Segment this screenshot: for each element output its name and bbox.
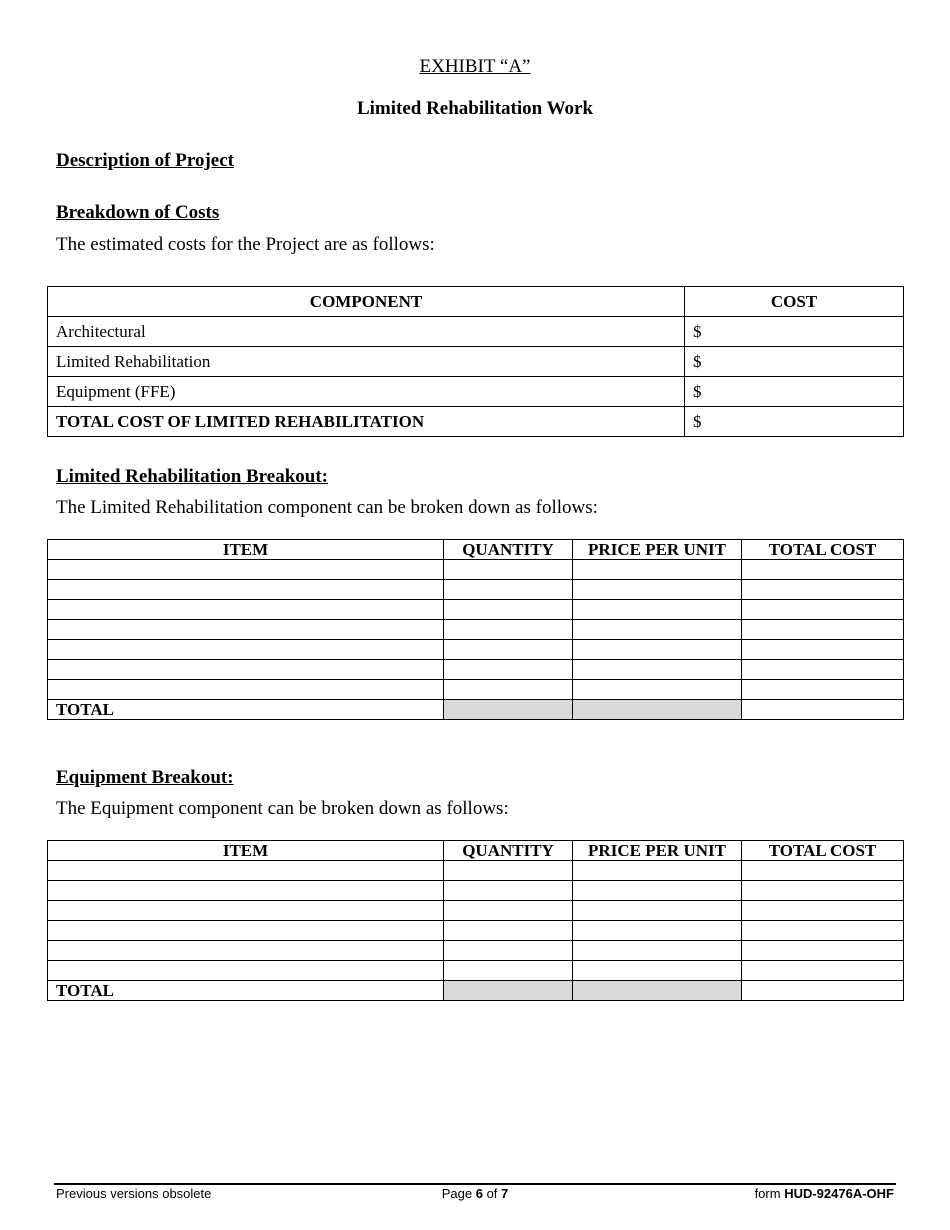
total-cost-cell[interactable] [742, 941, 904, 961]
table-row [48, 600, 904, 620]
column-header-total-cost: TOTAL COST [742, 540, 904, 560]
table-row [48, 660, 904, 680]
equipment-rows [48, 861, 904, 981]
page-current: 6 [475, 1186, 483, 1201]
total-cost-cell[interactable] [742, 961, 904, 981]
total-label: TOTAL [48, 700, 444, 720]
rehab-header-row [48, 540, 904, 560]
page-prefix: Page [441, 1186, 476, 1201]
cost-cell[interactable]: $ [685, 347, 904, 377]
item-cell[interactable] [48, 941, 444, 961]
quantity-cell[interactable] [444, 941, 573, 961]
page-total: 7 [501, 1186, 509, 1201]
quantity-cell[interactable] [444, 680, 573, 700]
description-heading: Description of Project [56, 150, 234, 171]
price-per-unit-cell[interactable] [573, 580, 742, 600]
price-per-unit-cell[interactable] [573, 861, 742, 881]
table-row [48, 560, 904, 580]
price-per-unit-cell[interactable] [573, 680, 742, 700]
rehab-rows [48, 560, 904, 700]
breakdown-text: The estimated costs for the Project are as follows: [56, 234, 435, 255]
rehab-breakout-text: The Limited Rehabilitation component can be broken down as follows: [56, 497, 598, 518]
table-row [48, 901, 904, 921]
table-row [48, 961, 904, 981]
rehab-breakout-heading: Limited Rehabilitation Breakout: [56, 466, 328, 487]
total-cost-cell[interactable] [742, 660, 904, 680]
table-row [48, 317, 904, 347]
quantity-cell[interactable] [444, 600, 573, 620]
price-per-unit-cell[interactable] [573, 600, 742, 620]
price-per-unit-cell[interactable] [573, 961, 742, 981]
page-mid: of [482, 1186, 502, 1201]
quantity-cell[interactable] [444, 660, 573, 680]
form-prefix: form [754, 1186, 785, 1201]
price-per-unit-cell[interactable] [573, 941, 742, 961]
table-row [48, 861, 904, 881]
column-header-item: ITEM [48, 841, 444, 861]
column-header-item: ITEM [48, 540, 444, 560]
shaded-cell [444, 981, 573, 1001]
column-header-total-cost: TOTAL COST [742, 841, 904, 861]
quantity-cell[interactable] [444, 560, 573, 580]
equipment-breakout-table [47, 840, 904, 1001]
footer-obsolete-note: Previous versions obsolete [56, 1186, 212, 1201]
total-cost-cell[interactable] [742, 921, 904, 941]
column-header-cost: COST [685, 287, 904, 317]
table-row [48, 881, 904, 901]
component-cell: Architectural [48, 317, 685, 347]
total-cost-cell[interactable] [742, 600, 904, 620]
column-header-component: COMPONENT [48, 287, 685, 317]
table-row [48, 377, 904, 407]
table-row [48, 580, 904, 600]
table-row [48, 347, 904, 377]
table-row [48, 620, 904, 640]
footer-divider [54, 1183, 896, 1185]
price-per-unit-cell[interactable] [573, 881, 742, 901]
rehab-breakout-table [47, 539, 904, 720]
table-row [48, 921, 904, 941]
item-cell[interactable] [48, 600, 444, 620]
table-row [48, 941, 904, 961]
quantity-cell[interactable] [444, 961, 573, 981]
item-cell[interactable] [48, 901, 444, 921]
cost-table [47, 286, 904, 437]
equipment-breakout-text: The Equipment component can be broken down as follows: [56, 798, 509, 819]
total-cost-cell[interactable] [742, 881, 904, 901]
table-row [48, 640, 904, 660]
total-row [48, 981, 904, 1001]
quantity-cell[interactable] [444, 921, 573, 941]
cost-cell[interactable]: $ [685, 317, 904, 347]
price-per-unit-cell[interactable] [573, 640, 742, 660]
total-cost-cell[interactable] [742, 640, 904, 660]
form-number [755, 1186, 894, 1201]
breakdown-heading: Breakdown of Costs [56, 202, 220, 223]
total-cost-cell[interactable]: $ [685, 407, 904, 437]
item-cell[interactable] [48, 961, 444, 981]
item-cell[interactable] [48, 620, 444, 640]
quantity-cell[interactable] [444, 901, 573, 921]
total-label: TOTAL [48, 981, 444, 1001]
price-per-unit-cell[interactable] [573, 901, 742, 921]
item-cell[interactable] [48, 640, 444, 660]
equipment-header-row [48, 841, 904, 861]
equipment-breakout-heading: Equipment Breakout: [56, 767, 234, 788]
page-title: Limited Rehabilitation Work [356, 98, 594, 119]
item-cell[interactable] [48, 881, 444, 901]
table-row [48, 680, 904, 700]
total-cost-cell[interactable] [742, 861, 904, 881]
form-number-value: HUD-92476A-OHF [784, 1186, 894, 1201]
shaded-cell [444, 700, 573, 720]
total-cost-cell[interactable] [742, 901, 904, 921]
cost-table-header-row [48, 287, 904, 317]
component-cell: Equipment (FFE) [48, 377, 685, 407]
quantity-cell[interactable] [444, 640, 573, 660]
item-cell[interactable] [48, 680, 444, 700]
price-per-unit-cell[interactable] [573, 620, 742, 640]
exhibit-label: EXHIBIT “A” [419, 56, 531, 77]
item-cell[interactable] [48, 580, 444, 600]
total-cost-cell[interactable] [742, 680, 904, 700]
item-cell[interactable] [48, 921, 444, 941]
price-per-unit-cell[interactable] [573, 660, 742, 680]
item-cell[interactable] [48, 660, 444, 680]
total-cost-cell[interactable] [742, 560, 904, 580]
total-component-cell: TOTAL COST OF LIMITED REHABILITATION [48, 407, 685, 437]
item-cell[interactable] [48, 560, 444, 580]
column-header-price-per-unit: PRICE PER UNIT [573, 540, 742, 560]
total-cost-cell[interactable] [742, 580, 904, 600]
cost-cell[interactable]: $ [685, 377, 904, 407]
total-row [48, 407, 904, 437]
shaded-cell [573, 981, 742, 1001]
quantity-cell[interactable] [444, 861, 573, 881]
price-per-unit-cell[interactable] [573, 560, 742, 580]
price-per-unit-cell[interactable] [573, 921, 742, 941]
total-cost-cell[interactable] [742, 981, 904, 1001]
item-cell[interactable] [48, 861, 444, 881]
total-row [48, 700, 904, 720]
total-cost-cell[interactable] [742, 620, 904, 640]
column-header-price-per-unit: PRICE PER UNIT [573, 841, 742, 861]
column-header-quantity: QUANTITY [444, 841, 573, 861]
column-header-quantity: QUANTITY [444, 540, 573, 560]
quantity-cell[interactable] [444, 881, 573, 901]
shaded-cell [573, 700, 742, 720]
component-cell: Limited Rehabilitation [48, 347, 685, 377]
quantity-cell[interactable] [444, 620, 573, 640]
total-cost-cell[interactable] [742, 700, 904, 720]
quantity-cell[interactable] [444, 580, 573, 600]
